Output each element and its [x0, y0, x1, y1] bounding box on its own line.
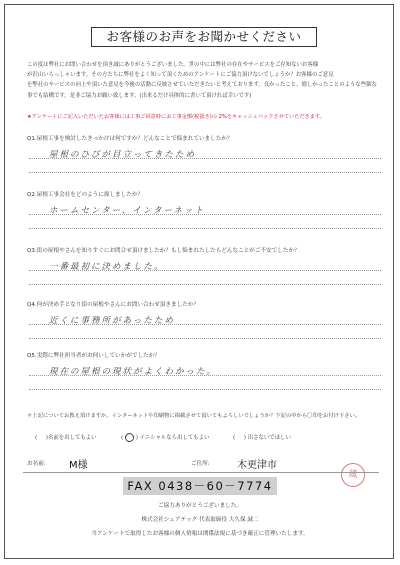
answer-line [29, 338, 381, 339]
answer-line [29, 284, 381, 285]
question-2: Q2.屋根工事会社をどのように探しましたか？ [27, 192, 144, 198]
address-label: ご住所: [191, 461, 210, 467]
answer-3 [29, 257, 381, 285]
question-5: Q5.実際に弊社担当者がお伺いしていかがでしたか？ [27, 353, 160, 359]
answer-5 [29, 362, 381, 390]
answer-line [29, 228, 381, 229]
intro-line: この度は弊社にお問い合わせを頂き誠にありがとうございました。世の中には弊社の存在やサービスをご存知ないお客様 [27, 62, 319, 68]
answer-4-text: 近くに事務所があったため [49, 316, 175, 326]
consent-text: ＊上記についてお教え頂けますか。インターネットや印刷物に掲載させて頂いてもよろしいでしょうか？下記の中から〇印をお付け下さい。 [27, 413, 361, 419]
answer-line [29, 172, 381, 173]
name-value: M様 [69, 460, 88, 471]
answer-1-text: 屋根のひびが目立ってきたため [49, 150, 197, 160]
question-1: Q1.屋根工事を検討したきっかけは何ですか？どんなことで悩まれていましたか？ [27, 136, 233, 142]
selected-circle-icon [125, 433, 134, 442]
option-name-ok-label: ( )名前を出してもよい [35, 435, 97, 441]
thanks-text: ご協力ありがとうございました。 [158, 503, 242, 509]
address-value: 木更津市 [237, 460, 277, 471]
fax-number: FAX 0438－60－7774 [123, 477, 277, 495]
answer-1 [29, 145, 381, 173]
question-4: Q4.何が決め手となり街の屋根やさんにお問い合わせ頂きましたか？ [27, 302, 199, 308]
company-name: 株式会社シェアテック 代表取締役 大久保 誠二 [141, 517, 259, 523]
company-seal-icon: 蔵 [341, 463, 365, 487]
option-name-ok[interactable] [35, 433, 97, 441]
cashback-note: ★アンケートにご記入いただいたお客様には工事ご同意時にお工事金額(税抜き)の 2%をキャッシュバックさせていただきます。 [27, 114, 325, 120]
intro-text [27, 60, 383, 101]
option-initials-ok[interactable]: ( ) イニシャルなら出してもよい [121, 435, 210, 441]
option-no-name[interactable]: ( ) 出さないでほしい [233, 435, 291, 441]
survey-sheet [4, 4, 394, 559]
intro-line: が沢山いらっしゃいます。その方たちに弊社をよく知って頂くためのアンケートにご協力頂けないでしょうか？お客様のご意見 [27, 72, 334, 79]
page-title: お客様のお声をお聞かせください [91, 27, 317, 47]
answer-2 [29, 201, 381, 229]
answer-line [29, 389, 381, 390]
privacy-notice: 当アンケートで取得したお客様の個人情報は関係法規に基づき厳正に管理いたします。 [91, 531, 309, 537]
name-label: お名前: [27, 461, 46, 467]
answer-4 [29, 311, 381, 339]
answer-2-text: ホームセンター、インターネット [49, 206, 206, 216]
option-initials-ok-label: イニシャルなら出してもよい [139, 435, 210, 441]
intro-line: 事でも結構です。是非ご協力お願い致します。(出来るだけ具体的に書いて頂ければ幸いです) [27, 92, 252, 99]
question-3: Q3.街の屋根やさんを知りすぐにお問合せ頂けましたか？もし悩まれたしたらどんなことがご不安でしたか？ [27, 248, 300, 254]
answer-5-text: 現在の屋根の現状がよくわかった。 [49, 367, 218, 377]
answer-3-text: 一番最初に決めました。 [49, 262, 165, 272]
option-no-name-label: 出さないでほしい [247, 435, 291, 441]
intro-line: を弊社のサービスの向上や頂いた意見を今後の活動に反映させていただきたいと考えております。良かったこと、嬉しかったことのような些細な [27, 82, 377, 89]
customer-info-row [23, 454, 379, 473]
